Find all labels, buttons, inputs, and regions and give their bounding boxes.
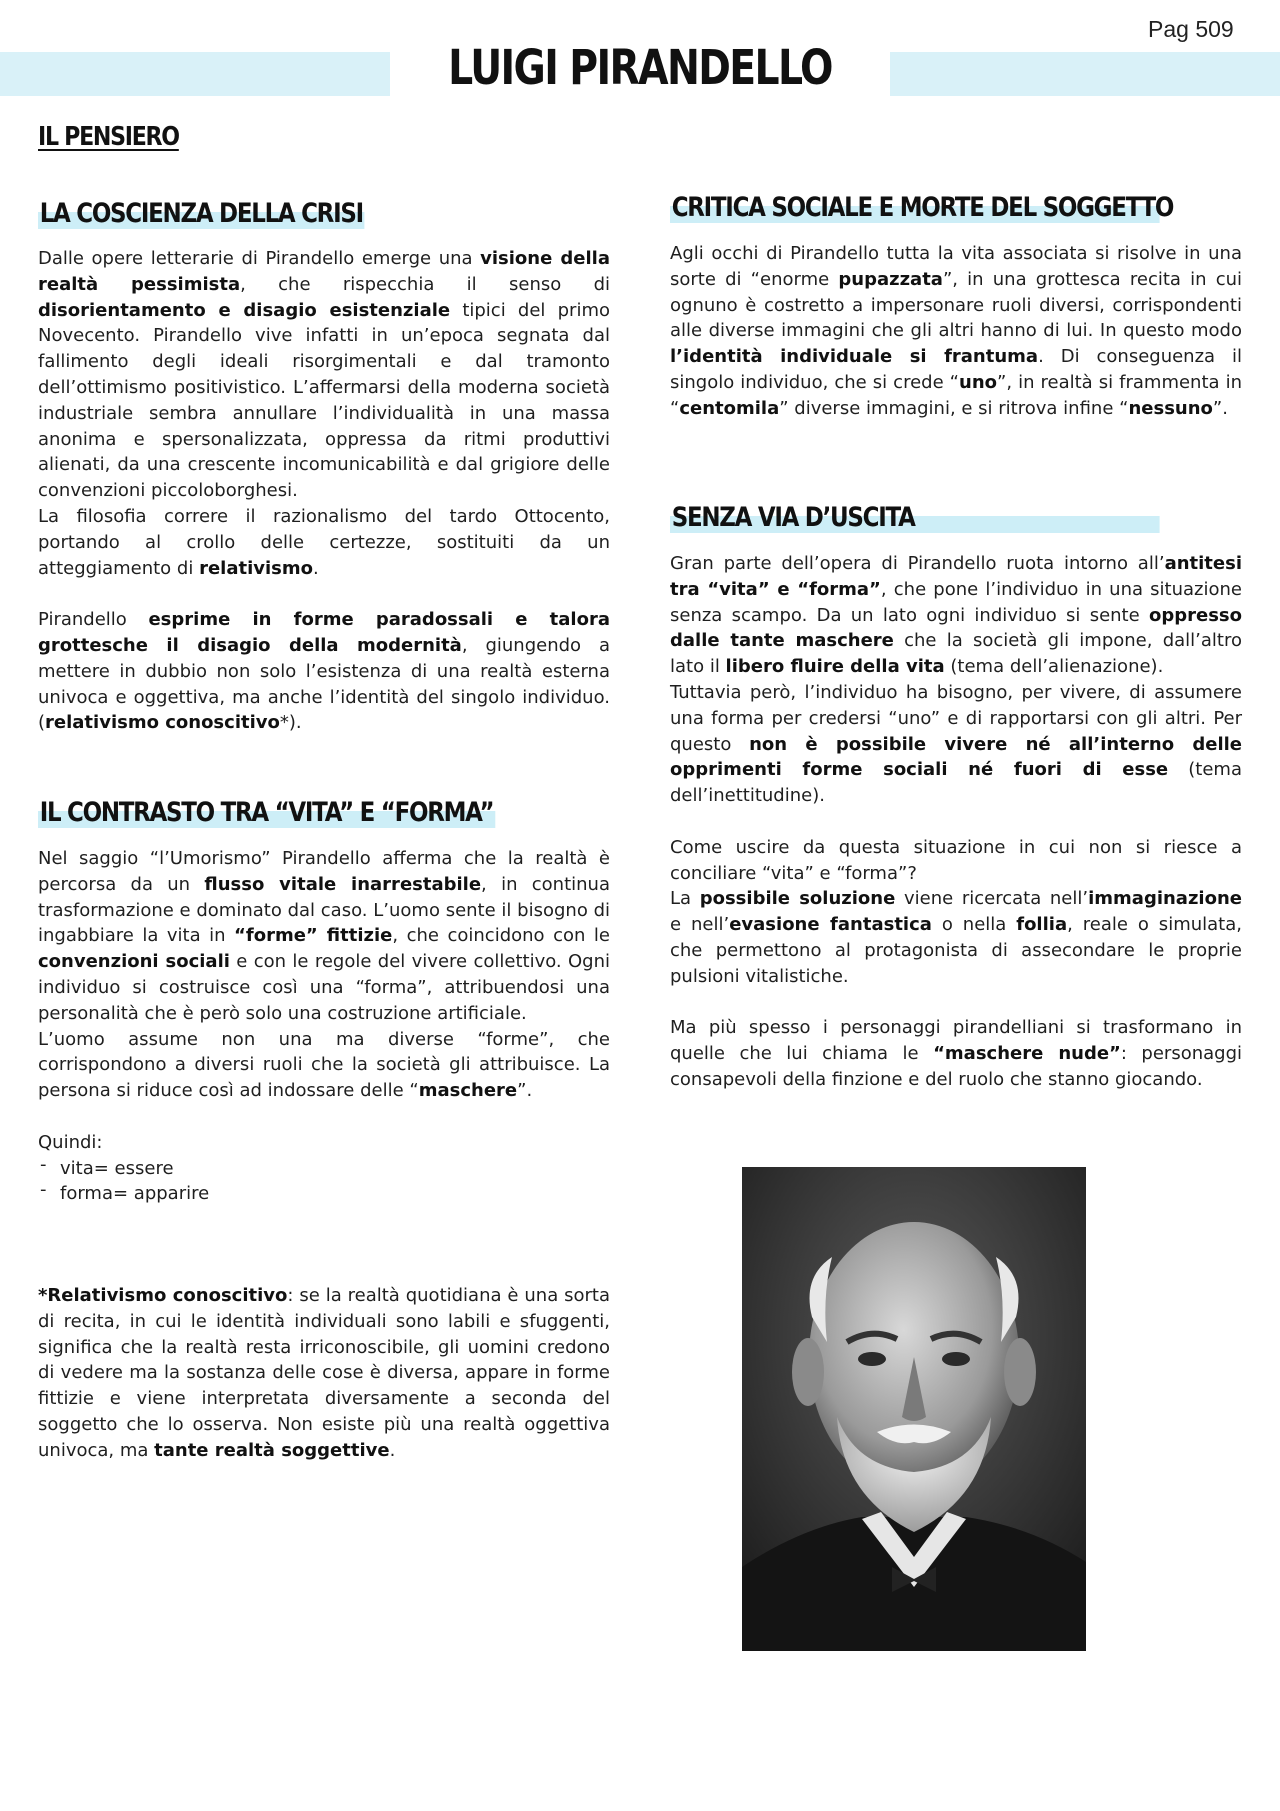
text-run: Tuttavia però, l’individuo ha bisogno, per vivere, di assumere una forma per credersi “uno” e di rapportarsi con gli altri. Per questo bbox=[670, 681, 1242, 755]
section-label: IL PENSIERO bbox=[38, 122, 179, 152]
text-run: (tema dell’inettitudine). bbox=[670, 759, 1242, 807]
bold-text: centomila bbox=[679, 397, 780, 419]
body-senza-via-uscita bbox=[670, 551, 1242, 1093]
bold-text: nessuno bbox=[1128, 397, 1213, 419]
text-run: Dalle opere letterarie di Pirandello emerge una bbox=[38, 248, 481, 269]
text-run: La filosofia correre il razionalismo del tardo Ottocento, portando al crollo delle certezze, sostituiti da un atteggiamento di bbox=[38, 505, 610, 579]
paragraph bbox=[670, 1015, 1242, 1092]
text-run: ”. bbox=[517, 1080, 533, 1102]
paragraph bbox=[670, 680, 1242, 809]
list-item: - vita= essere bbox=[38, 1156, 610, 1182]
text-run: . Di conseguenza il singolo individuo, che si crede “ bbox=[670, 346, 1242, 393]
text-run: viene ricercata nell’ bbox=[895, 888, 1089, 910]
text-run: e nell’ bbox=[670, 914, 730, 936]
paragraph bbox=[670, 241, 1242, 422]
portrait-drawing bbox=[742, 1167, 1086, 1651]
text-run: Pirandello bbox=[38, 609, 149, 631]
bold-text: oppresso dalle tante maschere bbox=[670, 604, 1242, 652]
bold-text: evasione fantastica bbox=[729, 914, 932, 936]
text-run: ” diverse immagini, e si ritrova infine “ bbox=[779, 397, 1129, 419]
text-run: La bbox=[670, 888, 700, 910]
portrait-photo bbox=[742, 1167, 1086, 1651]
heading-senza-via-uscita: SENZA VIA D’USCITA bbox=[670, 502, 1160, 533]
bold-text: visione della realtà pessimista bbox=[38, 248, 610, 295]
text-run: L’uomo assume non una ma diverse “forme”, che corrispondono a diversi ruoli che la società gli attribuisce. La persona si riduce così ad indossare delle “ bbox=[38, 1028, 610, 1102]
text-run: , giungendo a mettere in dubbio non solo l’esistenza di una realtà esterna univoca e oggettiva, ma anche l’identità del singolo individuo. ( bbox=[38, 634, 610, 734]
text-run: Nel saggio “l’Umorismo” Pirandello afferma che la realtà è percorsa da un bbox=[38, 848, 610, 895]
text-run: ”. bbox=[1212, 397, 1228, 419]
bold-text: “maschere nude” bbox=[933, 1043, 1121, 1065]
paragraph bbox=[38, 504, 610, 581]
bold-text: relativismo conoscitivo bbox=[45, 712, 280, 734]
text-run: , in continua trasformazione e dominato dal caso. L’uomo sente il bisogno di ingabbiare la vita in bbox=[38, 873, 610, 947]
bold-text: antitesi tra “vita” e “forma” bbox=[670, 553, 1242, 600]
footnote-relativismo bbox=[38, 1283, 610, 1464]
text-run: : personaggi consapevoli della finzione e del ruolo che stanno giocando. bbox=[670, 1043, 1243, 1090]
bold-text: tante realtà soggettive bbox=[154, 1439, 390, 1461]
paragraph bbox=[38, 846, 610, 1027]
bold-text: uno bbox=[959, 371, 997, 393]
text-run: ”, in una grottesca recita in cui ognuno è costretto a impersonare ruoli diversi, corrispondenti alle diverse immagini che gli altri hanno di lui. In questo modo bbox=[670, 268, 1242, 342]
text-run: , reale o simulata, che permettono al protagonista di assecondare le proprie pulsioni vitalistiche. bbox=[670, 914, 1242, 987]
bold-text: flusso vitale inarrestabile bbox=[204, 873, 482, 895]
body-vita-forma bbox=[38, 846, 610, 1207]
bold-text: pupazzata bbox=[838, 268, 943, 290]
page-title: LUIGI PIRANDELLO bbox=[448, 40, 832, 96]
bold-text: non è possibile vivere né all’interno delle opprimenti forme sociali né fuori di esse bbox=[670, 733, 1243, 781]
text-run: . bbox=[389, 1439, 396, 1461]
text-run: , che pone l’individuo in una situazione senza scampo. Da un lato ogni individuo si sente bbox=[670, 578, 1242, 626]
paragraph bbox=[670, 835, 1242, 887]
paragraph bbox=[670, 886, 1242, 989]
text-run: tipici del primo Novecento. Pirandello vive infatti in un’epoca segnata dal fallimento degli ideali risorgimentali e dal tramonto dell’ottimismo positivistico. L’affermarsi della moderna società industriale sembra annullare l’individualità in una massa anonima e spersonalizzata, oppressa da ritmi produttivi alienati, da una crescente incomunicabilità e dal grigiore delle convenzioni piccoloborghesi. bbox=[38, 299, 610, 502]
bold-text: possibile soluzione bbox=[699, 888, 896, 910]
quindi-label: Quindi: bbox=[38, 1131, 103, 1153]
bold-text: follia bbox=[1016, 914, 1068, 936]
page-number: Pag 509 bbox=[1148, 16, 1234, 42]
text-run: , che coincidono con le bbox=[392, 925, 610, 947]
bold-text: disorientamento e disagio esistenziale bbox=[38, 299, 451, 321]
paragraph bbox=[38, 246, 610, 504]
text-run: Come uscire da questa situazione in cui non si riesce a conciliare “vita” e “forma”? bbox=[670, 836, 1242, 884]
bold-text: “forme” fittizie bbox=[234, 925, 393, 947]
text-run: o nella bbox=[931, 914, 1017, 936]
paragraph bbox=[38, 1283, 610, 1464]
text-run: Gran parte dell’opera di Pirandello ruota intorno all’ bbox=[670, 553, 1165, 574]
text-run: Agli occhi di Pirandello tutta la vita associata si risolve in una sorte di “enorme bbox=[670, 243, 1242, 290]
paragraph bbox=[38, 1027, 610, 1104]
paragraph bbox=[38, 607, 610, 736]
list-item: - forma= apparire bbox=[38, 1181, 610, 1207]
text-run: Ma più spesso i personaggi pirandelliani si trasformano in quelle che lui chiama le bbox=[670, 1017, 1242, 1065]
text-run: . bbox=[312, 557, 319, 579]
text-run: , che rispecchia il senso di bbox=[240, 273, 611, 295]
body-critica-sociale bbox=[670, 241, 1242, 422]
bold-text: *Relativismo conoscitivo bbox=[38, 1285, 288, 1306]
bold-text: immaginazione bbox=[1088, 888, 1242, 910]
paragraph bbox=[670, 551, 1242, 680]
text-run: *). bbox=[279, 712, 302, 734]
title-bar-right bbox=[890, 52, 1280, 96]
bold-text: relativismo bbox=[199, 557, 313, 579]
heading-vita-forma: IL CONTRASTO TRA “VITA” E “FORMA” bbox=[39, 797, 494, 828]
bold-text: convenzioni sociali bbox=[38, 951, 230, 973]
bold-text: esprime in forme paradossali e talora grottesche il disagio della modernità bbox=[38, 609, 610, 656]
text-run: ”, in realtà si frammenta in “ bbox=[670, 371, 1242, 419]
text-run: : se la realtà quotidiana è una sorta di recita, in cui le identità individuali sono labili e sfuggenti, significa che la realtà resta irriconoscibile, gli uomini credono di vedere ma la sostanza delle cose è diversa, appare in forme fittizie e viene interpretata diversamente a seconda del soggetto che lo osserva. Non esiste più una realtà oggettiva univoca, ma bbox=[38, 1285, 610, 1461]
text-run: che la società gli impone, dall’altro lato il bbox=[670, 630, 1242, 678]
bold-text: libero fluire della vita bbox=[725, 656, 945, 678]
title-bar-left bbox=[0, 52, 390, 96]
heading-coscienza-crisi: LA COSCIENZA DELLA CRISI bbox=[39, 198, 363, 229]
bold-text: l’identità individuale si frantuma bbox=[670, 346, 1039, 368]
body-coscienza-crisi bbox=[38, 246, 610, 736]
heading-critica-sociale: CRITICA SOCIALE E MORTE DEL SOGGETTO bbox=[671, 192, 1174, 223]
bold-text: maschere bbox=[418, 1080, 518, 1102]
text-run: (tema dell’alienazione). bbox=[944, 656, 1164, 678]
text-run: e con le regole del vivere collettivo. Ogni individuo si costruisce così una “forma”, attribuendosi una personalità che è però solo una costruzione artificiale. bbox=[38, 951, 611, 1024]
definition-list bbox=[38, 1156, 610, 1208]
